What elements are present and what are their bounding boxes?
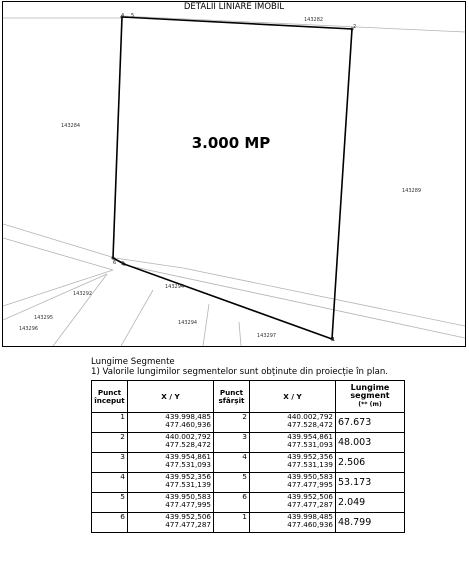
parcel-number: 143284 — [61, 123, 81, 129]
length-cell — [336, 473, 405, 493]
parcel-map — [2, 12, 466, 347]
col-length — [336, 381, 405, 413]
cell-value: 477.531,093 — [287, 440, 333, 449]
boundary-line — [203, 304, 209, 346]
start-xy-cell — [128, 473, 214, 493]
end-point-cell — [214, 513, 250, 533]
cell-value: 440.002,792 — [165, 432, 211, 441]
end-xy-cell — [250, 413, 336, 433]
start-xy-cell — [128, 453, 214, 473]
subject-parcel-outline — [113, 17, 352, 339]
cell-value: 477.477,995 — [287, 480, 333, 489]
start-point-cell — [92, 433, 128, 453]
cell-value: 439.950,583 — [165, 492, 211, 501]
length-cell — [336, 513, 405, 533]
parcel-area-label: 3.000 MP — [191, 134, 271, 152]
boundary-line — [183, 268, 465, 326]
end-point-cell — [214, 493, 250, 513]
segments-table — [91, 380, 405, 533]
col-xy-end: X / Y — [250, 381, 336, 413]
boundary-line — [239, 322, 241, 346]
length-cell — [336, 493, 405, 513]
segments-table-body — [92, 413, 405, 533]
cell-value: 2.049 — [338, 496, 366, 508]
cell-value: 477.477,287 — [287, 500, 333, 509]
start-point-cell — [92, 513, 128, 533]
start-xy-cell — [128, 413, 214, 433]
parcel-number: 143289 — [402, 188, 422, 194]
parcel-number: 143282 — [304, 17, 324, 23]
boundary-line — [3, 238, 113, 270]
cell-value: 439.952,356 — [165, 472, 211, 481]
start-point-cell — [92, 473, 128, 493]
vertex-label: 1 — [332, 337, 336, 343]
table-row — [92, 493, 405, 513]
col-length-unit: (** (m) — [358, 401, 382, 408]
cell-value: 477.531,139 — [287, 460, 333, 469]
table-row — [92, 473, 405, 493]
cell-value: 6 — [242, 492, 247, 501]
table-row — [92, 453, 405, 473]
cell-value: 439.954,861 — [287, 432, 333, 441]
cell-value: 2 — [120, 432, 125, 441]
parcel-number: 143297 — [257, 333, 277, 339]
cell-value: 48.003 — [338, 436, 372, 448]
cell-value: 6 — [120, 512, 125, 521]
boundary-line — [3, 224, 115, 258]
start-xy-cell — [128, 513, 214, 533]
length-cell — [336, 413, 405, 433]
cell-value: 439.998,485 — [287, 512, 333, 521]
boundary-line — [121, 16, 465, 32]
start-point-cell — [92, 493, 128, 513]
cell-value: 1 — [242, 512, 247, 521]
cell-value: 477.528,472 — [287, 420, 333, 429]
segments-note: 1) Valorile lungimilor segmentelor sunt obținute din proiecție în plan. — [91, 367, 389, 377]
segments-title: Lungime Segmente — [91, 357, 175, 367]
boundary-line — [115, 258, 183, 268]
cell-value: 4 — [120, 472, 125, 481]
cell-value: 477.460,936 — [165, 420, 211, 429]
vertex-label: 5 — [131, 13, 135, 19]
vertex-label: 3 — [121, 261, 125, 267]
end-point-cell — [214, 453, 250, 473]
start-point-cell — [92, 413, 128, 433]
cell-value: 53.173 — [338, 476, 372, 488]
cell-value: 439.998,485 — [165, 412, 211, 421]
end-point-cell — [214, 473, 250, 493]
vertex-label: 6 — [113, 260, 117, 266]
cell-value: 439.952,506 — [165, 512, 211, 521]
cell-value: 477.531,139 — [165, 480, 211, 489]
vertex-label: 4 — [121, 13, 125, 19]
end-xy-cell — [250, 473, 336, 493]
end-xy-cell — [250, 493, 336, 513]
parcel-number: 143295 — [34, 315, 54, 321]
parcel-number: 143296 — [19, 326, 39, 332]
table-row — [92, 433, 405, 453]
cell-value: 440.002,792 — [287, 412, 333, 421]
length-cell — [336, 433, 405, 453]
cell-value: 1 — [120, 412, 125, 421]
length-cell — [336, 453, 405, 473]
parcel-number: 143294 — [178, 320, 198, 326]
boundary-line — [125, 265, 465, 338]
cell-value: 477.460,936 — [287, 520, 333, 529]
page-title: DETALII LINIARE IMOBIL — [2, 1, 466, 13]
cell-value: 439.952,506 — [287, 492, 333, 501]
end-xy-cell — [250, 453, 336, 473]
cell-value: 477.528,472 — [165, 440, 211, 449]
cell-value: 5 — [120, 492, 125, 501]
table-header-row — [92, 381, 405, 413]
cell-value: 477.477,287 — [165, 520, 211, 529]
cell-value: 5 — [242, 472, 247, 481]
cell-value: 439.950,583 — [287, 472, 333, 481]
start-point-cell — [92, 453, 128, 473]
cell-value: 477.477,995 — [165, 500, 211, 509]
cell-value: 4 — [242, 452, 247, 461]
parcel-map-svg — [3, 12, 465, 346]
cell-value: 3 — [120, 452, 125, 461]
boundary-line — [3, 274, 107, 320]
boundary-line — [53, 274, 107, 346]
boundary-line — [121, 290, 153, 346]
cell-value: 2 — [242, 412, 247, 421]
vertex-label: 2 — [353, 24, 357, 30]
cell-value: 48.799 — [338, 516, 372, 528]
parcel-number: 143294 — [165, 284, 185, 290]
col-start-point: Punct început — [92, 381, 128, 413]
end-xy-cell — [250, 433, 336, 453]
end-point-cell — [214, 413, 250, 433]
cell-value: 439.952,356 — [287, 452, 333, 461]
end-xy-cell — [250, 513, 336, 533]
cell-value: 67.673 — [338, 416, 372, 428]
cell-value: 3 — [242, 432, 247, 441]
table-row — [92, 413, 405, 433]
start-xy-cell — [128, 493, 214, 513]
end-point-cell — [214, 433, 250, 453]
cell-value: 477.531,093 — [165, 460, 211, 469]
table-row — [92, 513, 405, 533]
col-length-label: Lungime segment — [350, 383, 390, 400]
col-xy-start: X / Y — [128, 381, 214, 413]
cell-value: 439.954,861 — [165, 452, 211, 461]
parcel-number: 143292 — [73, 291, 93, 297]
start-xy-cell — [128, 433, 214, 453]
col-end-point: Punct sfârșit — [214, 381, 250, 413]
cell-value: 2.506 — [338, 456, 366, 468]
